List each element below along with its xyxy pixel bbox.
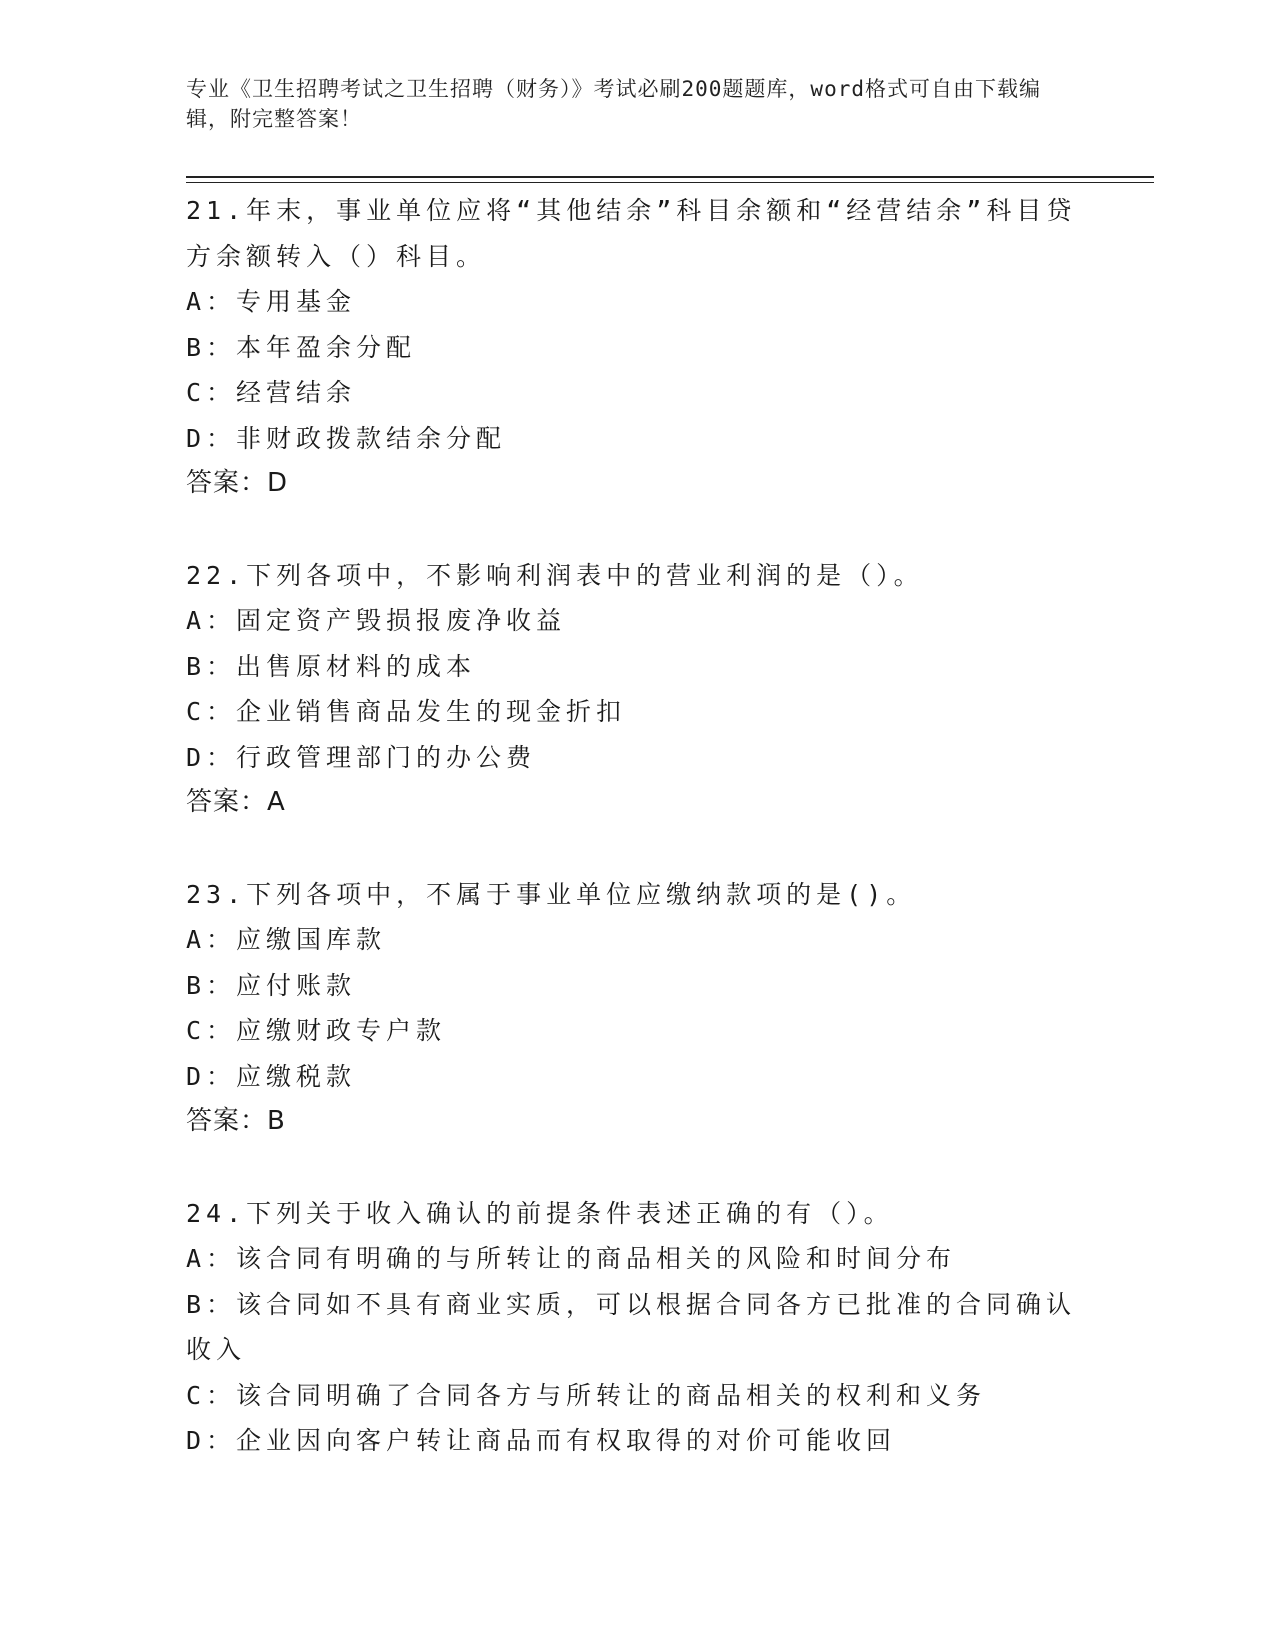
option-b: B：出售原材料的成本 <box>186 651 477 681</box>
question-stem: 22.下列各项中，不影响利润表中的营业利润的是（）。 <box>186 560 924 590</box>
option-a: A：该合同有明确的与所转让的商品相关的风险和时间分布 <box>186 1244 957 1273</box>
option-a: A：固定资产毁损报废净收益 <box>186 606 567 635</box>
header-rule-thick <box>186 176 1154 178</box>
option-d: D：行政管理部门的办公费 <box>186 742 537 772</box>
option-c: C：企业销售商品发生的现金折扣 <box>186 697 627 726</box>
option-d: D：企业因向客户转让商品而有权取得的对价可能收回 <box>186 1426 897 1455</box>
question-stem: 23.下列各项中，不属于事业单位应缴纳款项的是()。 <box>186 879 917 909</box>
question-list <box>186 188 1086 1510</box>
option-b: B：本年盈余分配 <box>186 332 417 362</box>
question-24 <box>186 1191 1086 1464</box>
option-a: A：专用基金 <box>186 287 357 316</box>
option-b: B：该合同如不具有商业实质，可以根据合同各方已批准的合同确认收入 <box>186 1289 1077 1364</box>
answer-text: 答案：A <box>186 787 286 817</box>
question-23 <box>186 872 1086 1145</box>
option-a: A：应缴国库款 <box>186 925 387 954</box>
option-d: D：应缴税款 <box>186 1061 357 1091</box>
question-21 <box>186 188 1086 507</box>
question-stem: 21.年末，事业单位应将“其他结余”科目余额和“经营结余”科目贷方余额转入（）科目。 <box>186 196 1077 271</box>
option-d: D：非财政拨款结余分配 <box>186 423 507 453</box>
question-stem: 24.下列关于收入确认的前提条件表述正确的有（）。 <box>186 1198 894 1228</box>
document-header: 专业《卫生招聘考试之卫生招聘（财务）》考试必刷200题题库，word格式可自由下载编辑，附完整答案！ <box>186 77 1041 131</box>
answer-text: 答案：D <box>186 468 289 498</box>
question-22 <box>186 553 1086 826</box>
header-rule-thin <box>186 182 1154 183</box>
option-c: C：经营结余 <box>186 378 357 407</box>
option-c: C：该合同明确了合同各方与所转让的商品相关的权利和义务 <box>186 1380 987 1410</box>
option-c: C：应缴财政专户款 <box>186 1016 447 1045</box>
option-b: B：应付账款 <box>186 970 357 1000</box>
answer-text: 答案：B <box>186 1106 286 1136</box>
